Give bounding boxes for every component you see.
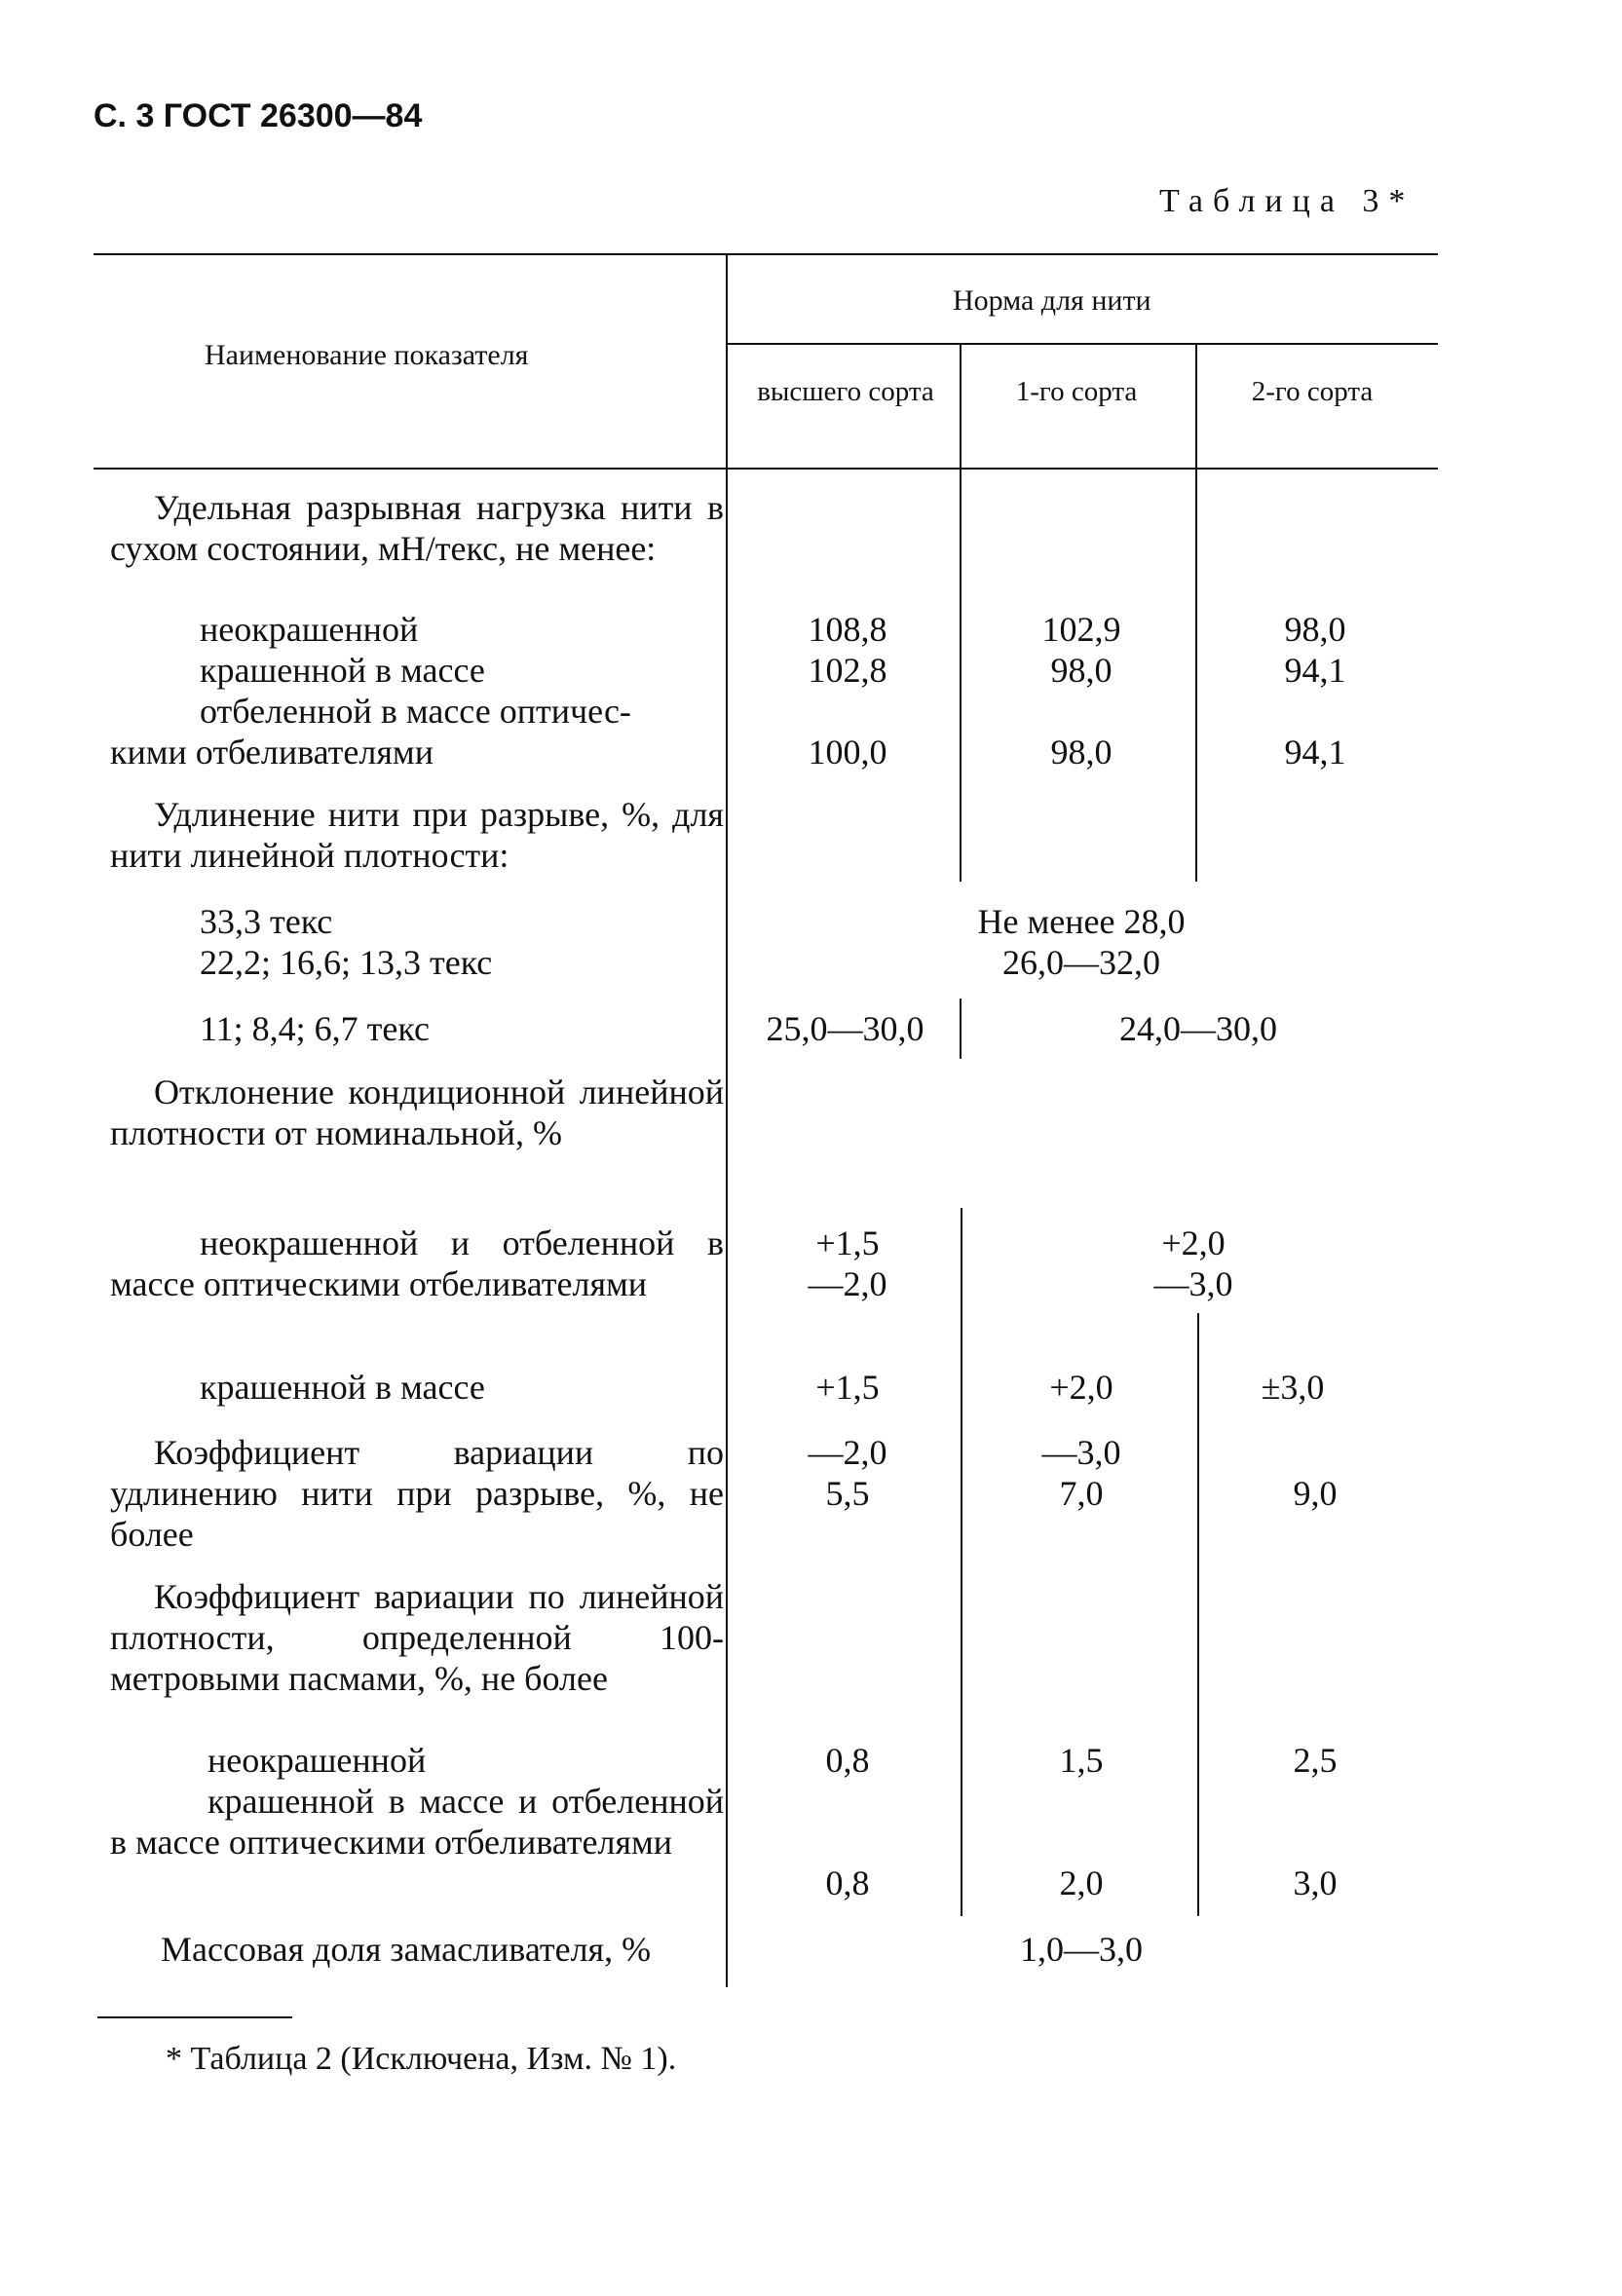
- item-label: крашенной в массе и отбеленной в массе оптическими отбеливателями: [110, 1782, 724, 1862]
- row-title-density-variation: Коэффициент вариации по линейной плотности, определенной 100-метровыми пасмами, %, не более: [110, 1577, 724, 1698]
- value-g1: 7,0: [1059, 1474, 1104, 1513]
- grade-divider-2: [1195, 468, 1197, 882]
- value-g2: 9,0: [1293, 1474, 1338, 1513]
- value-g12-minus: —3,0: [1153, 1264, 1233, 1303]
- item-label: кими отбеливателями: [110, 733, 434, 772]
- value-merged: 26,0—32,0: [1002, 943, 1160, 982]
- value-g1: 102,9: [1041, 610, 1121, 649]
- value-top-plus: +1,5: [815, 1368, 880, 1407]
- value-top: 25,0—30,0: [766, 1009, 924, 1048]
- value-g1: 1,5: [1059, 1741, 1104, 1780]
- column-header-name: Наименование показателя: [205, 339, 529, 371]
- grade-divider-2: [1197, 1313, 1199, 1374]
- item-label: неокрашенной: [200, 610, 419, 649]
- column-header-grade-2: 2-го сорта: [1251, 376, 1374, 407]
- column-header-grade-top: высшего сорта: [757, 376, 934, 407]
- value-g1-plus: +2,0: [1049, 1368, 1113, 1407]
- value-g2: ±3,0: [1261, 1368, 1325, 1407]
- item-label: крашенной в массе: [200, 651, 485, 690]
- grade-divider-1: [960, 998, 962, 1059]
- value-merged: 1,0—3,0: [1020, 1930, 1143, 1969]
- value-top: 0,8: [825, 1741, 870, 1780]
- value-merged: Не менее 28,0: [977, 902, 1186, 941]
- value-g12: 24,0—30,0: [1119, 1009, 1277, 1048]
- row-title-lubricant-share: Массовая доля замасливателя, %: [161, 1930, 652, 1969]
- footnote: * Таблица 2 (Исключена, Изм. № 1).: [166, 2041, 677, 2077]
- value-g1-minus: —3,0: [1041, 1433, 1121, 1472]
- value-top-plus: +1,5: [815, 1223, 880, 1262]
- value-top: 100,0: [808, 733, 887, 772]
- value-top: 5,5: [825, 1474, 870, 1513]
- grade-divider-1: [961, 1208, 962, 1916]
- row-title-elongation: Удлинение нити при разрыве, %, для нити линейной плотности:: [110, 795, 724, 875]
- column-header-norm-group: Норма для нити: [953, 284, 1151, 317]
- page-header: С. 3 ГОСТ 26300—84: [94, 97, 423, 134]
- norm-group-rule: [727, 343, 1438, 345]
- item-label: неокрашенной и отбеленной в массе оптическими отбеливателями: [110, 1223, 724, 1303]
- value-top: 0,8: [825, 1863, 870, 1902]
- value-top: 102,8: [808, 651, 887, 690]
- item-label: 11; 8,4; 6,7 текс: [200, 1009, 430, 1048]
- row-title-density-deviation: Отклонение кондиционной линейной плотности от номинальной, %: [110, 1073, 724, 1152]
- item-label: отбеленной в массе оптичес-: [200, 692, 631, 731]
- grade-divider-1: [960, 343, 962, 468]
- table-top-rule: [94, 253, 1438, 255]
- value-top: 108,8: [808, 610, 887, 649]
- item-label: крашенной в массе: [200, 1368, 485, 1407]
- row-title-elongation-variation: Коэффициент вариации по удлинению нити при разрыве, %, не более: [110, 1433, 724, 1554]
- grade-divider-2: [1195, 343, 1197, 468]
- grade-divider-1: [960, 468, 962, 882]
- row-title-breaking-load: Удельная разрывная нагрузка нити в сухом состоянии, мН/текс, не менее:: [110, 488, 724, 568]
- column-header-grade-1: 1-го сорта: [1015, 376, 1138, 407]
- item-label: неокрашенной: [207, 1741, 427, 1780]
- value-g2: 94,1: [1284, 651, 1346, 690]
- table-caption: Таблица 3*: [1159, 183, 1415, 219]
- value-g2: 2,5: [1293, 1741, 1338, 1780]
- value-top-minus: —2,0: [808, 1433, 887, 1472]
- value-g1: 98,0: [1050, 651, 1113, 690]
- value-g2: 98,0: [1284, 610, 1346, 649]
- value-g1: 2,0: [1059, 1863, 1104, 1902]
- value-g2: 3,0: [1293, 1863, 1338, 1902]
- value-g1: 98,0: [1050, 733, 1113, 772]
- value-g12-plus: +2,0: [1161, 1223, 1226, 1262]
- value-g2: 94,1: [1284, 733, 1346, 772]
- header-bottom-rule: [94, 468, 1438, 470]
- item-label: 33,3 текс: [200, 902, 333, 941]
- value-top-minus: —2,0: [808, 1264, 887, 1303]
- grade-divider-2: [1197, 1374, 1199, 1916]
- footnote-rule: [97, 2016, 292, 2018]
- item-label: 22,2; 16,6; 13,3 текс: [200, 943, 493, 982]
- name-column-divider: [726, 253, 728, 1987]
